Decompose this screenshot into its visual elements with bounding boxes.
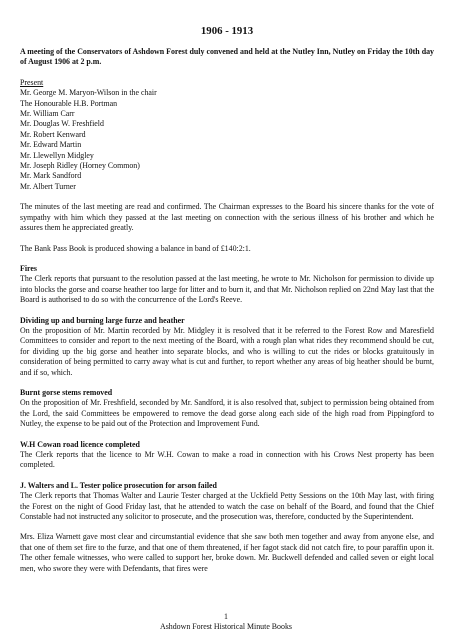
present-member: Mr. Albert Turner [20, 181, 76, 191]
fires-section [20, 264, 434, 306]
document-page [20, 24, 434, 584]
bank-paragraph: The Bank Pass Book is produced showing a balance in band of £140:2:1. [20, 243, 251, 253]
present-member: Mr. Mark Sandford [20, 171, 82, 181]
present-member: Mr. Llewellyn Midgley [20, 150, 94, 160]
minutes-paragraph: The minutes of the last meeting are read and confirmed. The Chairman expresses to the Board his sincere thanks for the vote of sympathy with him which they passed at the last meeting on connection with the serious illness of his brother and which he assures them he appreciated greatly. [20, 202, 434, 233]
gorse-section [20, 388, 434, 430]
section-heading: Fires [20, 263, 37, 273]
cowan-section [20, 440, 434, 471]
present-member: Mr. William Carr [20, 109, 75, 119]
present-member: Mr. Joseph Ridley (Horney Common) [20, 161, 140, 171]
section-text: The Clerk reports that Thomas Walter and Laurie Tester charged at the Uckfield Petty Sessions on the 10th May last, with firing the Forest on the night of Good Friday last, that he attended to watch the case on behalf of the Board, and found that the Chief Constable had not instructed any solicitor to prosecute, and the prosecution was, therefore, conducted by the Superintendent. [20, 491, 434, 522]
present-member: Mr. Robert Kenward [20, 129, 86, 139]
arson-section [20, 481, 434, 523]
present-member: Mr. Douglas W. Freshfield [20, 119, 104, 129]
present-member: The Honourable H.B. Portman [20, 98, 118, 108]
section-text: The Clerk reports that the licence to Mr W.H. Cowan to make a road in connection with his Crows Nest property has been completed. [20, 450, 434, 470]
present-list [20, 88, 434, 192]
section-heading: Burnt gorse stems removed [20, 387, 113, 397]
present-member: Mr. Edward Martin [20, 140, 82, 150]
section-heading: W.H Cowan road licence completed [20, 439, 140, 449]
section-text: On the proposition of Mr. Freshfield, seconded by Mr. Sandford, it is also resolved that, subject to permission being obtained from the Lord, the said Committees be empowered to remove the dead gorse along each side of the high road from Pippingford to Nutley, the expense to be paid out of the Protection and Improvement Fund. [20, 398, 434, 429]
present-member: Mr. George M. Maryon-Wilson in the chair [20, 88, 157, 98]
book-title: Ashdown Forest Historical Minute Books [160, 622, 292, 631]
furze-section [20, 316, 434, 378]
present-section [20, 78, 434, 192]
section-heading: J. Walters and L. Tester police prosecution for arson failed [20, 480, 217, 490]
section-heading: Dividing up and burning large furze and heather [20, 315, 185, 325]
page-number: 1 [224, 612, 228, 621]
warnett-paragraph: Mrs. Eliza Warnett gave most clear and circumstantial evidence that she saw both men together and away from anyone else, and that one of them set fire to the furze, and that one of them threatened, if her fagot stack did not catch fire, to pour paraffin upon it. The other female witnesses, who were called to support her, broke down. Mr. Buckwell defended and called seven or eight local men, who swore they were with Defendants, that fires were [20, 532, 434, 573]
section-text: On the proposition of Mr. Martin recorded by Mr. Midgley it is resolved that it be referred to the Forest Row and Maresfield Committees to consider and report to the next meeting of the Board, with a rough plan what rides they recommend should be cut, for dividing up the big gorse and heather into separate blocks, and who is willing to cut the rides or blocks gratuitously in consideration of being permitted to carry away what is cut and further, to report whether any areas of big heather should be burnt, and if so, which. [20, 325, 434, 377]
section-text: The Clerk reports that pursuant to the resolution passed at the last meeting, he wrote to Mr. Nicholson for permission to divide up into blocks the gorse and coarse heather too large for litter and to burn it, and that Mr. Nicholson replied on 22nd May last that the Board is authorised to do so with the concurrence of the Lord's Reeve. [20, 274, 434, 305]
meeting-intro: A meeting of the Conservators of Ashdown Forest duly convened and held at the Nutley Inn, Nutley on Friday the 10th day of August 1906 at 2 p.m. [20, 47, 434, 67]
document-title: 1906 - 1913 [200, 25, 254, 37]
present-heading: Present [20, 77, 44, 87]
